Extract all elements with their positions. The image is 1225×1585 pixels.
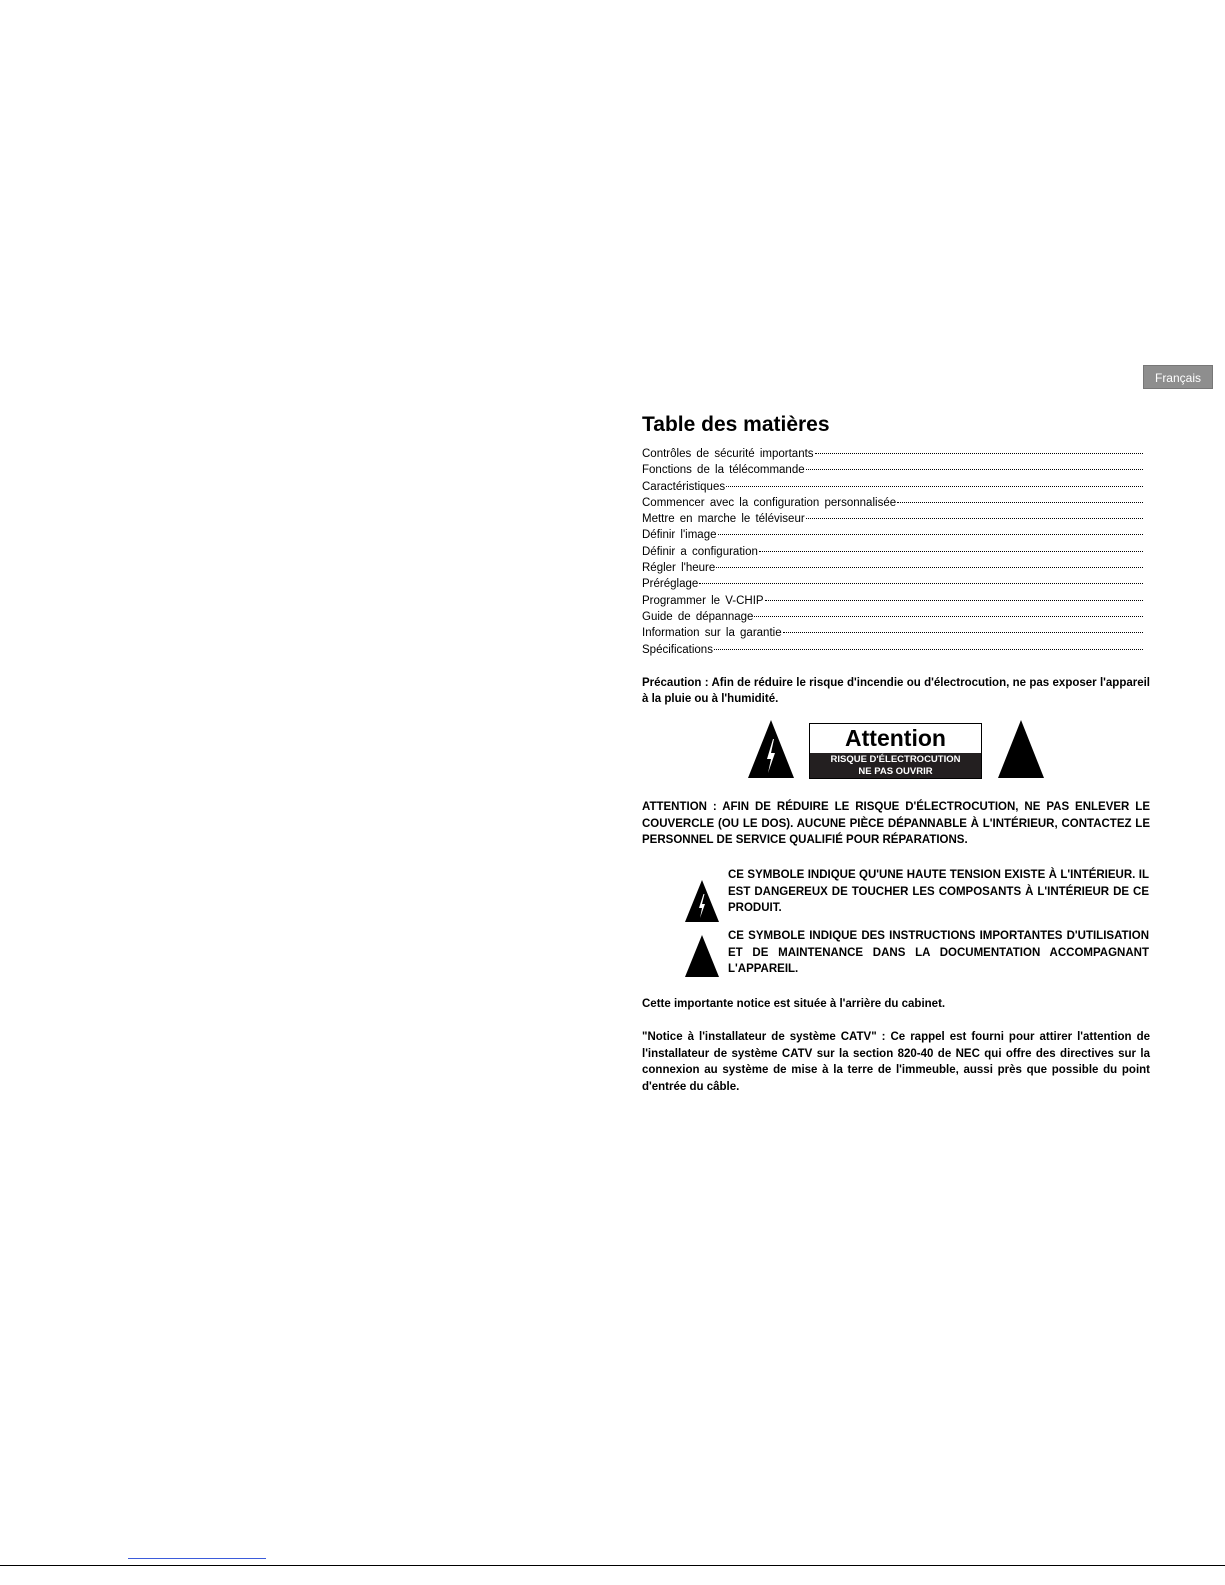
toc-list (642, 446, 1150, 658)
precaution-paragraph: Précaution : Afin de réduire le risque d'incendie ou d'électrocution, ne pas exposer l'appareil à la pluie ou à l'humidité. (642, 676, 1150, 706)
toc-item-label: Contrôles de sécurité importants (642, 448, 814, 460)
toc-leader (783, 632, 1143, 633)
toc-item[interactable] (642, 446, 1143, 462)
toc-item-label: Caractéristiques (642, 480, 726, 493)
toc-item-label: Préréglage (642, 578, 699, 591)
cabinet-notice: Cette importante notice est située à l'arrière du cabinet. (642, 998, 946, 1010)
attention-line2: NE PAS OUVRIR (858, 766, 933, 777)
toc-leader (699, 583, 1143, 584)
toc-item-label: Programmer le V-CHIP (642, 594, 764, 607)
toc-item-label: Mettre en marche le téléviseur (642, 513, 805, 526)
toc-leader (718, 534, 1144, 535)
lightning-triangle-icon (684, 879, 720, 923)
toc-item[interactable] (642, 544, 1143, 560)
toc-item-label: Guide de dépannage (642, 610, 754, 623)
toc-title: Table des matières (642, 413, 830, 436)
toc-leader (759, 551, 1143, 552)
exclamation-triangle-icon (997, 719, 1045, 779)
catv-notice: "Notice à l'installateur de système CATV" : Ce rappel est fourni pour attirer l'attention de l'installateur de système CATV sur la section 820-40 de NEC qui offre des directives sur la connexion au système de mise à la terre de l'immeuble, aussi près que possible du point d'entrée du câble. (642, 1031, 1150, 1093)
toc-item[interactable] (642, 527, 1143, 543)
toc-leader (754, 616, 1143, 617)
toc-item[interactable] (642, 593, 1143, 609)
footer-link-underline (128, 1558, 266, 1559)
toc-item[interactable] (642, 511, 1143, 527)
toc-item[interactable] (642, 560, 1143, 576)
toc-item-label: Définir l'image (642, 529, 717, 542)
toc-item[interactable] (642, 495, 1143, 511)
lightning-triangle-icon (747, 719, 795, 779)
attention-box (809, 723, 982, 779)
attention-title: Attention (845, 725, 946, 751)
toc-item-label: Définir a configuration (642, 545, 758, 558)
toc-item[interactable] (642, 479, 1143, 495)
attention-line1: RISQUE D'ÉLECTROCUTION (830, 754, 961, 765)
toc-leader (726, 486, 1143, 487)
symbol-instructions-text: CE SYMBOLE INDIQUE DES INSTRUCTIONS IMPORTANTES D'UTILISATION ET DE MAINTENANCE DANS LA DOCUMENTATION ACCOMPAGNANT L'APPAREIL. (728, 930, 1149, 975)
toc-leader (765, 600, 1143, 601)
toc-leader (806, 518, 1143, 519)
toc-leader (716, 567, 1143, 568)
toc-item-label: Information sur la garantie (642, 627, 782, 640)
attention-paragraph: ATTENTION : AFIN DE RÉDUIRE LE RISQUE D'ÉLECTROCUTION, NE PAS ENLEVER LE COUVERCLE (OU LE DOS). AUCUNE PIÈCE DÉPANNABLE À L'INTÉRIEUR, CONTACTEZ LE PERSONNEL DE SERVICE QUALIFIÉ POUR RÉPARATIONS. (642, 801, 1150, 846)
footer-rule (0, 1565, 1225, 1566)
toc-item[interactable] (642, 609, 1143, 625)
page-content (642, 412, 1150, 1093)
toc-leader (815, 453, 1143, 454)
toc-leader (897, 502, 1143, 503)
toc-item-label: Fonctions de la télécommande (642, 464, 805, 477)
toc-item[interactable] (642, 642, 1143, 658)
toc-item[interactable] (642, 625, 1143, 641)
toc-item-label: Commencer avec la configuration personnalisée (642, 496, 897, 509)
symbol-voltage-text: CE SYMBOLE INDIQUE QU'UNE HAUTE TENSION EXISTE À L'INTÉRIEUR. IL EST DANGEREUX DE TOUCHER LES COMPOSANTS À L'INTÉRIEUR DE CE PRODUIT. (728, 869, 1149, 914)
language-tab: Français (1143, 365, 1213, 389)
attention-subtitle (810, 753, 981, 778)
toc-item[interactable] (642, 576, 1143, 592)
toc-item-label: Spécifications (642, 643, 713, 656)
toc-item-label: Régler l'heure (642, 562, 716, 575)
toc-leader (806, 469, 1143, 470)
toc-item[interactable] (642, 462, 1143, 478)
warning-label (747, 719, 1047, 781)
exclamation-triangle-icon (684, 934, 720, 978)
toc-leader (714, 649, 1143, 650)
